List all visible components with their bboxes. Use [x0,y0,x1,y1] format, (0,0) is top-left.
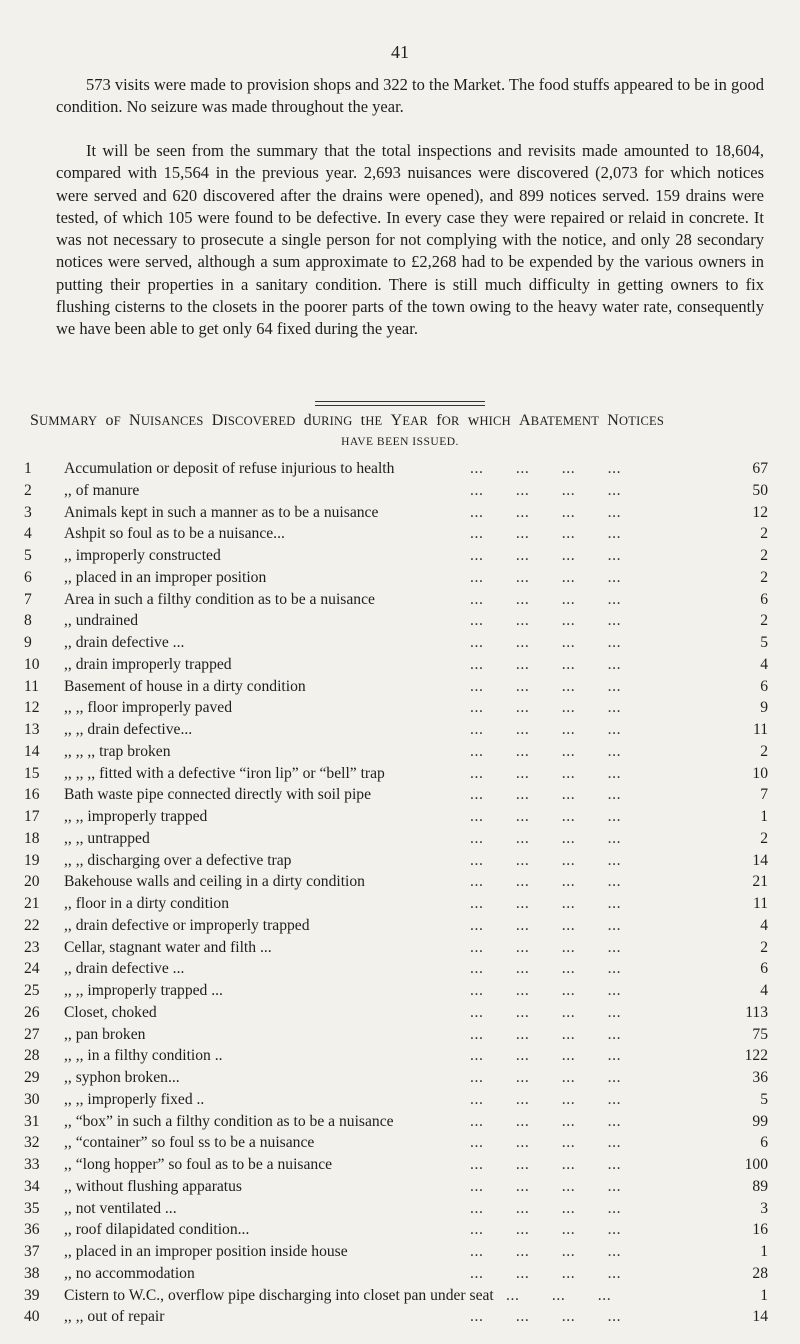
row-number: 7 [24,590,32,608]
row-description: Ashpit so foul as to be a nuisance... [64,525,285,543]
table-row [0,1219,800,1241]
row-value: 1 [760,1286,768,1304]
table-row [0,763,800,785]
row-description: ,, ,, improperly trapped ... [64,982,223,999]
row-number: 24 [24,960,40,978]
row-value: 2 [760,742,768,760]
row-number: 5 [24,547,32,564]
leader-dots: ... ... ... ... [470,1221,654,1239]
table-row [0,828,800,850]
table-row [0,697,800,719]
row-value: 2 [760,938,768,956]
row-value: 4 [760,916,768,934]
row-description: ,, of manure [64,481,140,499]
row-value: 89 [752,1177,768,1195]
row-number: 23 [24,938,40,956]
row-number: 20 [24,873,40,891]
row-description: Cellar, stagnant water and filth ... [64,938,272,956]
row-description: ,, drain defective ... [64,960,185,978]
row-description: Area in such a filthy condition as to be a nuisance [64,590,375,608]
row-value: 67 [752,460,768,477]
table-row [0,893,800,915]
row-number: 4 [24,525,32,543]
row-description: ,, without flushing apparatus [64,1177,243,1195]
row-description: ,, floor in a dirty condition [64,895,230,912]
row-value: 7 [760,786,768,804]
leader-dots: ... ... ... ... [470,590,654,608]
row-number: 39 [24,1286,40,1304]
row-number: 13 [24,721,40,738]
row-description: Basement of house in a dirty condition [64,677,306,695]
leader-dots: ... ... ... ... [470,982,654,999]
row-value: 2 [760,525,768,543]
leader-dots: ... ... ... ... [470,525,654,543]
row-value: 6 [760,590,768,608]
leader-dots: ... ... ... ... [470,1177,654,1195]
row-number: 6 [24,568,32,586]
leader-dots: ... ... ... ... [470,895,654,912]
row-description: ,, ,, floor improperly paved [64,699,233,717]
leader-dots: ... ... ... ... [470,1264,654,1282]
row-description: ,, undrained [64,612,139,630]
row-description: ,, drain improperly trapped [64,655,232,673]
row-value: 11 [752,895,768,912]
table-row [0,871,800,893]
row-description: Accumulation or deposit of refuse injurious to health [64,460,395,477]
row-number: 36 [24,1221,40,1239]
table-row [0,502,800,524]
row-value: 11 [752,721,768,738]
leader-dots: ... ... ... ... [470,1069,654,1086]
row-value: 36 [752,1069,768,1086]
paragraph-food-inspection: 573 visits were made to provision shops and 322 to the Market. The food stuffs appeared to be in good condition. No seizure was made throughout the year. [56,75,764,117]
row-description: ,, syphon broken... [64,1069,180,1086]
row-value: 2 [760,568,768,586]
table-row [0,784,800,806]
row-value: 12 [752,503,768,521]
row-number: 40 [24,1308,40,1326]
row-number: 12 [24,699,40,717]
row-value: 50 [752,481,768,499]
row-description: ,, ,, untrapped [64,829,150,847]
leader-dots: ... ... ... ... [470,808,654,825]
row-number: 9 [24,634,32,651]
leader-dots: ... ... ... ... [470,612,654,630]
row-value: 14 [752,851,768,869]
row-value: 99 [752,1112,768,1130]
row-number: 18 [24,829,40,847]
leader-dots: ... ... ... ... [470,742,654,760]
row-value: 6 [760,1134,768,1152]
row-description: ,, no accommodation [64,1264,195,1282]
row-value: 2 [760,612,768,630]
leader-dots: ... ... ... ... [470,1047,654,1065]
row-description: ,, drain defective ... [64,634,185,651]
row-value: 1 [760,1243,768,1260]
table-row [0,1154,800,1176]
row-description: Bath waste pipe connected directly with soil pipe [64,786,372,804]
table-row [0,589,800,611]
table-row [0,676,800,698]
summary-subtitle: HAVE BEEN ISSUED. [341,436,459,448]
row-value: 6 [760,677,768,695]
table-row [0,1198,800,1220]
row-value: 10 [752,764,768,782]
row-description: ,, improperly constructed [64,547,221,564]
row-value: 2 [760,829,768,847]
leader-dots: ... ... ... ... [470,460,654,477]
table-row [0,1263,800,1285]
leader-dots: ... ... ... ... [470,1199,654,1217]
summary-title [30,412,770,430]
row-number: 34 [24,1177,40,1195]
row-description: ,, ,, ,, fitted with a defective “iron lip” or “bell” trap [64,764,385,782]
table-row [0,523,800,545]
table-row [0,567,800,589]
row-number: 35 [24,1199,40,1217]
row-value: 16 [752,1221,768,1239]
row-value: 28 [752,1264,768,1282]
paragraph-inspection-summary: It will be seen from the summary that the total inspections and revisits made amounted to 18,604, compared with 15,564 in the previous year. 2,693 nuisances were discovered (2,073 for which notices were served and 620 discovered after the drains were opened), and 899 notices served. 159 drains were tested, of which 105 were found to be defective. In every case they were repaired or relaid in concrete. It was not necessary to prosecute a single person for not complying with the notice, and only 28 secondary notices were served, although a sum approximate to £2,268 had to be expended by the various owners in putting their properties in a sanitary condition. There is still much difficulty in getting owners to fix flushing cisterns to the closets in the poorer parts of the town owing to the heavy water rate, consequently we have been able to get only 64 fixed during the year. [56,141,764,339]
row-value: 1 [760,808,768,825]
table-row [0,980,800,1002]
row-number: 28 [24,1047,40,1065]
row-number: 29 [24,1069,40,1086]
row-value: 122 [744,1047,768,1065]
leader-dots: ... ... ... ... [470,547,654,564]
row-number: 17 [24,808,40,825]
row-description: ,, “box” in such a filthy condition as to be a nuisance [64,1112,394,1130]
summary-title-text: SUMMARY oF NUISANCES DISCOVERED dURING tHE YEAR fOR wHICH ABATEMENT NOTICES [30,412,664,429]
table-row [0,1132,800,1154]
table-row [0,741,800,763]
leader-dots: ... ... ... ... [470,1156,654,1173]
row-value: 14 [752,1308,768,1326]
row-description: ,, “long hopper” so foul as to be a nuisance [64,1156,333,1173]
leader-dots: ... ... ... ... [470,851,654,869]
row-value: 4 [760,982,768,999]
table-row [0,632,800,654]
leader-dots: ... ... ... ... [470,1308,654,1326]
table-row [0,1306,800,1328]
row-value: 5 [760,1090,768,1108]
row-value: 9 [760,699,768,717]
table-row [0,958,800,980]
table-row [0,1285,800,1307]
leader-dots: ... ... ... ... [470,568,654,586]
leader-dots: ... ... ... ... [470,1003,654,1021]
row-description: ,, “container” so foul ss to be a nuisance [64,1134,315,1152]
row-number: 14 [24,742,40,760]
leader-dots: ... ... ... [506,1286,644,1304]
row-number: 1 [24,460,32,477]
table-row [0,915,800,937]
table-row [0,850,800,872]
row-number: 15 [24,764,40,782]
row-value: 5 [760,634,768,651]
row-number: 19 [24,851,40,869]
table-row [0,1045,800,1067]
row-value: 3 [760,1199,768,1217]
row-description: ,, placed in an improper position [64,568,267,586]
row-number: 8 [24,612,32,630]
leader-dots: ... ... ... ... [470,938,654,956]
row-description: ,, placed in an improper position inside house [64,1243,348,1260]
row-number: 21 [24,895,40,912]
row-description: Bakehouse walls and ceiling in a dirty condition [64,873,365,891]
leader-dots: ... ... ... ... [470,721,654,738]
row-value: 6 [760,960,768,978]
row-value: 21 [752,873,768,891]
leader-dots: ... ... ... ... [470,634,654,651]
row-number: 10 [24,655,40,673]
row-number: 22 [24,916,40,934]
row-number: 31 [24,1112,40,1130]
row-number: 38 [24,1264,40,1282]
table-row [0,610,800,632]
leader-dots: ... ... ... ... [470,481,654,499]
divider-rule [315,401,485,402]
row-description: ,, ,, discharging over a defective trap [64,851,292,869]
row-description: ,, roof dilapidated condition... [64,1221,250,1239]
leader-dots: ... ... ... ... [470,829,654,847]
table-row [0,654,800,676]
row-value: 113 [745,1003,768,1021]
row-value: 75 [752,1025,768,1043]
row-number: 16 [24,786,40,804]
row-number: 33 [24,1156,40,1173]
row-description: ,, pan broken [64,1025,146,1043]
table-row [0,545,800,567]
table-row [0,1067,800,1089]
row-number: 25 [24,982,40,999]
leader-dots: ... ... ... ... [470,960,654,978]
table-row [0,1002,800,1024]
leader-dots: ... ... ... ... [470,503,654,521]
row-number: 30 [24,1090,40,1108]
row-description: ,, ,, improperly fixed .. [64,1090,205,1108]
page-number: 41 [391,42,409,62]
row-number: 27 [24,1025,40,1043]
row-description: Cistern to W.C., overflow pipe discharging into closet pan under seat [64,1286,494,1304]
row-number: 11 [24,677,40,695]
table-row [0,1176,800,1198]
row-description: ,, not ventilated ... [64,1199,177,1217]
table-row [0,719,800,741]
leader-dots: ... ... ... ... [470,916,654,934]
leader-dots: ... ... ... ... [470,873,654,891]
row-number: 2 [24,481,32,499]
leader-dots: ... ... ... ... [470,1090,654,1108]
row-value: 100 [744,1156,768,1173]
row-description: ,, ,, in a filthy condition .. [64,1047,223,1065]
leader-dots: ... ... ... ... [470,1112,654,1130]
nuisance-summary-table [0,458,800,1328]
leader-dots: ... ... ... ... [470,786,654,804]
table-row [0,480,800,502]
leader-dots: ... ... ... ... [470,655,654,673]
table-row [0,1089,800,1111]
leader-dots: ... ... ... ... [470,699,654,717]
table-row [0,1241,800,1263]
row-value: 2 [760,547,768,564]
leader-dots: ... ... ... ... [470,764,654,782]
row-number: 3 [24,503,32,521]
leader-dots: ... ... ... ... [470,1243,654,1260]
table-row [0,458,800,480]
leader-dots: ... ... ... ... [470,1134,654,1152]
leader-dots: ... ... ... ... [470,1025,654,1043]
row-description: ,, ,, ,, trap broken [64,742,171,760]
table-row [0,806,800,828]
table-row [0,937,800,959]
leader-dots: ... ... ... ... [470,677,654,695]
row-number: 37 [24,1243,40,1260]
divider-rule [315,405,485,406]
row-description: ,, ,, out of repair [64,1308,165,1326]
row-description: ,, ,, improperly trapped [64,808,208,825]
row-description: Animals kept in such a manner as to be a nuisance [64,503,379,521]
row-description: Closet, choked [64,1003,157,1021]
row-number: 32 [24,1134,40,1152]
row-value: 4 [760,655,768,673]
table-row [0,1111,800,1133]
row-description: ,, drain defective or improperly trapped [64,916,310,934]
row-number: 26 [24,1003,40,1021]
table-row [0,1024,800,1046]
row-description: ,, ,, drain defective... [64,721,193,738]
